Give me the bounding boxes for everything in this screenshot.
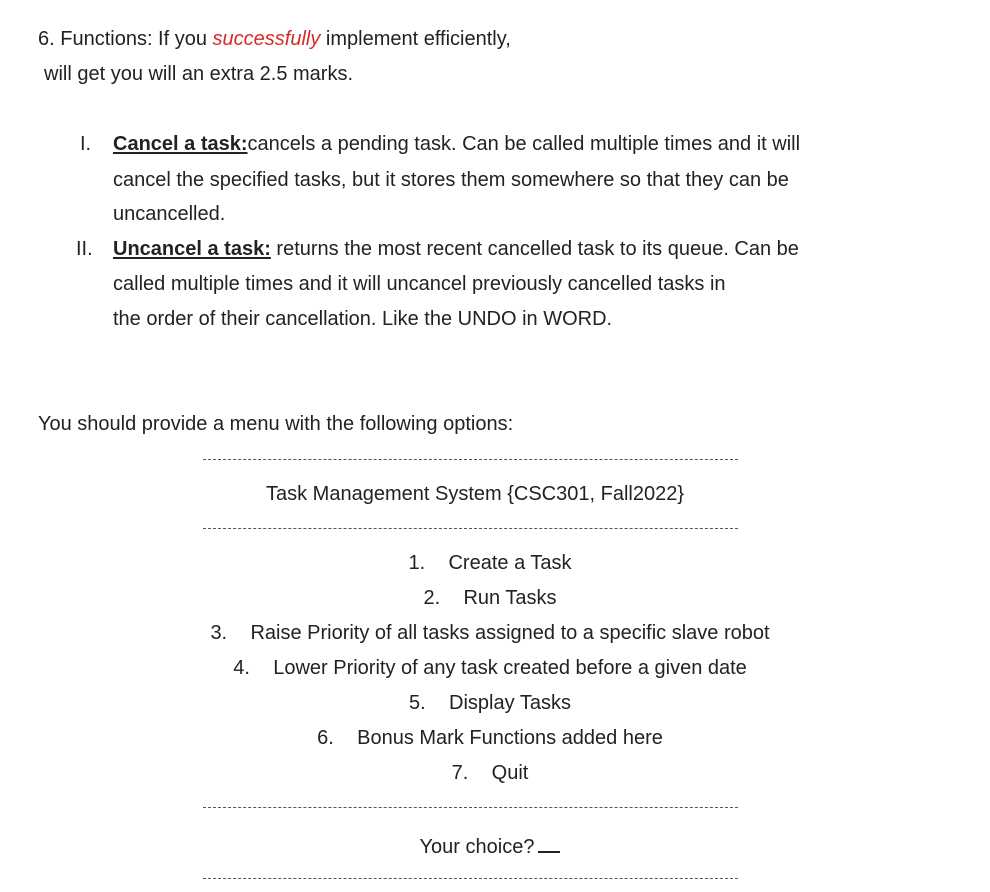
divider-top xyxy=(203,459,738,460)
option-label: Quit xyxy=(491,762,529,784)
menu-option[interactable] xyxy=(0,588,985,608)
option-label: Lower Priority of any task created before a given date xyxy=(273,657,747,679)
menu-title: Task Management System {CSC301, Fall2022} xyxy=(266,483,684,505)
option-number: 3. xyxy=(210,622,228,644)
menu-option[interactable] xyxy=(0,763,985,783)
option-number: 4. xyxy=(233,657,250,679)
menu-option[interactable] xyxy=(0,623,985,643)
choice-prompt: Your choice? xyxy=(419,836,535,858)
item-2-line1 xyxy=(113,239,799,259)
item-2-line3: the order of their cancellation. Like the UNDO in WORD. xyxy=(113,308,613,330)
menu-option[interactable] xyxy=(0,658,985,678)
option-number: 1. xyxy=(408,552,426,574)
option-label: Run Tasks xyxy=(463,587,557,609)
menu-intro: You should provide a menu with the following options: xyxy=(38,413,514,435)
menu-option[interactable] xyxy=(0,553,985,573)
item-1-line1-rest: cancels a pending task. Can be called multiple times and it will xyxy=(247,133,801,155)
option-label: Create a Task xyxy=(448,552,572,574)
item-1-numeral: I. xyxy=(80,133,92,155)
section-heading-line2: will get you will an extra 2.5 marks. xyxy=(44,63,354,85)
heading-text: 6. Functions: If you xyxy=(38,28,213,50)
section-heading-line1 xyxy=(38,29,511,49)
option-number: 7. xyxy=(451,762,469,784)
option-label: Raise Priority of all tasks assigned to a specific slave robot xyxy=(250,622,770,644)
item-2-line1-rest: returns the most recent cancelled task to its queue. Can be xyxy=(270,238,799,260)
option-label: Display Tasks xyxy=(449,692,571,714)
divider-options xyxy=(203,807,738,808)
divider-title xyxy=(203,528,738,529)
option-number: 6. xyxy=(317,727,334,749)
choice-blank[interactable] xyxy=(538,833,560,853)
item-1-line2: cancel the specified tasks, but it stores them somewhere so that they can be xyxy=(113,169,789,191)
option-number: 2. xyxy=(423,587,441,609)
choice-prompt-row xyxy=(0,833,985,857)
item-2-heading: Uncancel a task: xyxy=(113,238,271,260)
emphasis-word: successfully xyxy=(212,28,321,50)
item-1-heading: Cancel a task: xyxy=(113,133,248,155)
item-1-line3: uncancelled. xyxy=(113,203,226,225)
item-1-line1 xyxy=(113,134,800,154)
menu-option[interactable] xyxy=(0,693,985,713)
option-label: Bonus Mark Functions added here xyxy=(357,727,663,749)
divider-bottom xyxy=(203,878,738,879)
option-number: 5. xyxy=(409,692,426,714)
heading-text-suffix: implement efficiently, xyxy=(320,28,511,50)
item-2-numeral: II. xyxy=(76,238,93,260)
item-2-line2: called multiple times and it will uncancel previously cancelled tasks in xyxy=(113,273,726,295)
menu-option[interactable] xyxy=(0,728,985,748)
